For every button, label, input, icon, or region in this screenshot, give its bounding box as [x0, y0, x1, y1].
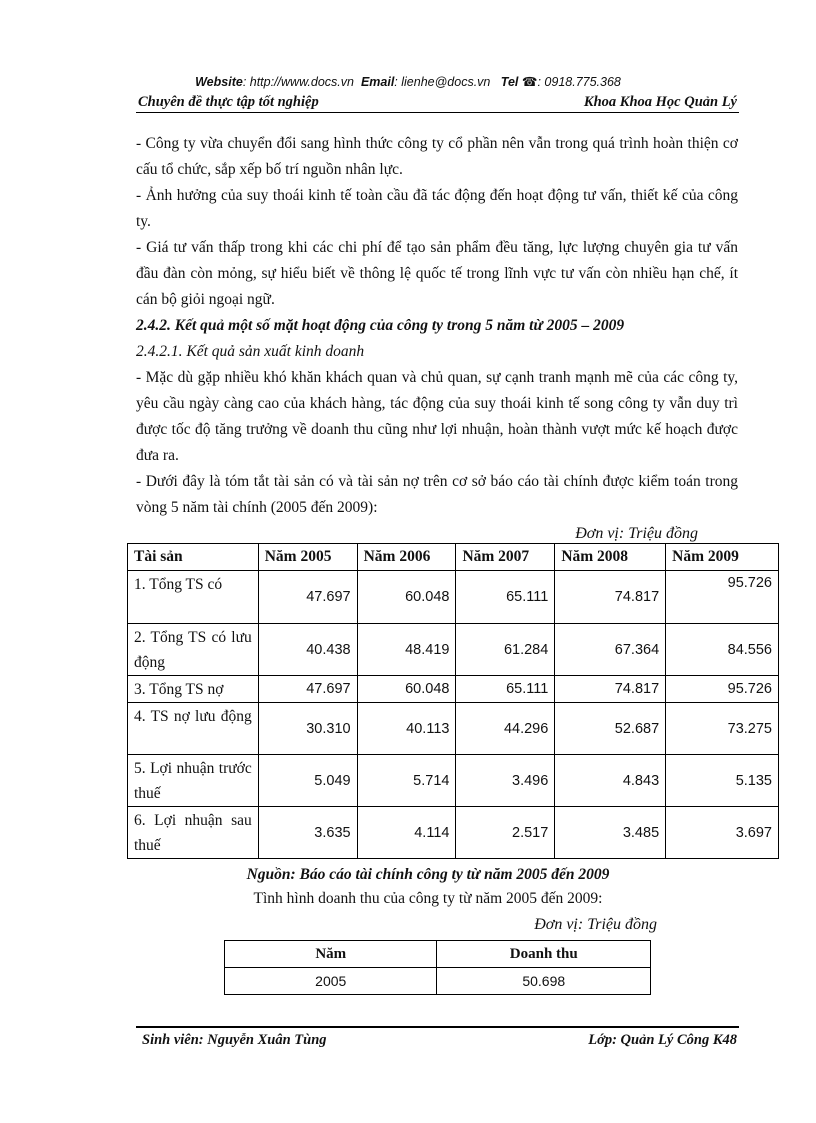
- header-cell: Năm: [225, 941, 437, 968]
- table-row: [128, 676, 779, 703]
- table-cell: 48.419: [357, 624, 456, 676]
- table-cell: 67.364: [555, 624, 666, 676]
- asset-table-header-row: [128, 544, 779, 571]
- email-label: Email: [360, 75, 395, 89]
- table-cell: 40.113: [357, 703, 456, 755]
- paragraph-5: - Dưới đây là tóm tắt tài sản có và tài sản nợ trên cơ sở báo cáo tài chính được kiểm toán trong vòng 5 năm tài chính (2005 đến 2009):: [136, 473, 738, 516]
- table-cell: 47.697: [258, 571, 357, 624]
- table-cell: 73.275: [666, 703, 779, 755]
- table-cell: 5.049: [258, 755, 357, 807]
- table-cell: 52.687: [555, 703, 666, 755]
- section-heading-2-4-2: 2.4.2. Kết quả một số mặt hoạt động của công ty trong 5 năm từ 2005 – 2009: [136, 317, 625, 334]
- table-cell: 2.517: [456, 807, 555, 859]
- website-label: Website: [195, 75, 243, 89]
- table-cell: 3.635: [258, 807, 357, 859]
- email-value[interactable]: : lienhe@docs.vn: [394, 75, 491, 89]
- table-cell: 47.697: [258, 676, 357, 703]
- document-body: [136, 131, 738, 547]
- header-cell: Năm 2009: [666, 544, 779, 571]
- page-header: [136, 92, 739, 113]
- row-label: 6. Lợi nhuận sau thuế: [128, 807, 259, 859]
- website-bar: [0, 74, 816, 89]
- table-cell: 40.438: [258, 624, 357, 676]
- table-cell: 60.048: [357, 571, 456, 624]
- tel-label: Tel: [500, 75, 519, 89]
- header-right-title: Khoa Khoa Học Quản Lý: [583, 94, 737, 110]
- table-cell: 61.284: [456, 624, 555, 676]
- table-cell: 4.114: [357, 807, 456, 859]
- table-cell: 60.048: [357, 676, 456, 703]
- footer-class: Lớp: Quản Lý Công K48: [588, 1032, 737, 1048]
- revenue-table: [224, 940, 651, 995]
- tel-value: : 0918.775.368: [537, 75, 621, 89]
- header-cell: Năm 2006: [357, 544, 456, 571]
- paragraph-1: - Công ty vừa chuyển đổi sang hình thức công ty cổ phần nên vẫn trong quá trình hoàn thiện cơ cấu tổ chức, sắp xếp bố trí nguồn nhân lực.: [136, 135, 738, 178]
- header-cell: Tài sản: [128, 544, 259, 571]
- table-row: [128, 703, 779, 755]
- row-label: 5. Lợi nhuận trước thuế: [128, 755, 259, 807]
- revenue-unit: Đơn vị: Triệu đồng: [534, 916, 657, 933]
- table-cell: 5.135: [666, 755, 779, 807]
- revenue-intro: Tình hình doanh thu của công ty từ năm 2005 đến 2009:: [253, 890, 603, 907]
- table-source-note: Nguồn: Báo cáo tài chính công ty từ năm 2005 đến 2009: [246, 866, 610, 883]
- row-label: 4. TS nợ lưu động: [128, 703, 259, 755]
- table-row: [128, 624, 779, 676]
- header-cell: Doanh thu: [437, 941, 651, 968]
- row-label: 3. Tổng TS nợ: [128, 676, 259, 703]
- table-row: [225, 968, 651, 995]
- table-cell: 3.697: [666, 807, 779, 859]
- table-cell: 84.556: [666, 624, 779, 676]
- website-url[interactable]: : http://www.docs.vn: [242, 75, 354, 89]
- paragraph-2: - Ảnh hưởng của suy thoái kinh tế toàn cầu đã tác động đến hoạt động tư vấn, thiết kế của công ty.: [136, 187, 738, 230]
- header-left-title: Chuyên đề thực tập tốt nghiệp: [138, 94, 319, 110]
- table-cell: 2005: [225, 968, 437, 995]
- paragraph-4: - Mặc dù gặp nhiều khó khăn khách quan và chủ quan, sự cạnh tranh mạnh mẽ của các công ty, yêu cầu ngày càng cao của khách hàng, tác động của suy thoái kinh tế song công ty vẫn duy trì được tốc độ tăng trưởng về doanh thu cũng như lợi nhuận, hoàn thành vượt mức kế hoạch được đưa ra.: [136, 369, 738, 464]
- table-cell: 3.496: [456, 755, 555, 807]
- table-cell: 44.296: [456, 703, 555, 755]
- table-cell: 30.310: [258, 703, 357, 755]
- row-label: 2. Tổng TS có lưu động: [128, 624, 259, 676]
- table-cell: 95.726: [666, 676, 779, 703]
- header-cell: Năm 2005: [258, 544, 357, 571]
- table-cell: 74.817: [555, 571, 666, 624]
- section-heading-2-4-2-1: 2.4.2.1. Kết quả sản xuất kinh doanh: [136, 343, 365, 360]
- header-cell: Năm 2008: [555, 544, 666, 571]
- table-cell: 3.485: [555, 807, 666, 859]
- revenue-header-row: [225, 941, 651, 968]
- table-row: [128, 807, 779, 859]
- page-footer: [136, 1026, 739, 1050]
- table-cell: 95.726: [666, 571, 779, 624]
- table-cell: 74.817: [555, 676, 666, 703]
- table-cell: 50.698: [437, 968, 651, 995]
- table-cell: 5.714: [357, 755, 456, 807]
- phone-icon: ☎: [521, 75, 538, 89]
- row-label: 1. Tổng TS có: [128, 571, 259, 624]
- paragraph-3: - Giá tư vấn thấp trong khi các chi phí để tạo sản phẩm đều tăng, lực lượng chuyên gia tư vấn đầu đàn còn mỏng, sự hiểu biết về thông lệ quốc tế trong lĩnh vực tư vấn còn nhiều hạn chế, ít cán bộ giỏi ngoại ngữ.: [136, 239, 738, 308]
- table-cell: 65.111: [456, 676, 555, 703]
- table-row: [128, 571, 779, 624]
- asset-table: [127, 543, 779, 859]
- footer-student: Sinh viên: Nguyễn Xuân Tùng: [142, 1032, 327, 1048]
- table-row: [128, 755, 779, 807]
- table-cell: 4.843: [555, 755, 666, 807]
- table-cell: 65.111: [456, 571, 555, 624]
- header-cell: Năm 2007: [456, 544, 555, 571]
- asset-table-unit: Đơn vị: Triệu đồng: [575, 525, 698, 542]
